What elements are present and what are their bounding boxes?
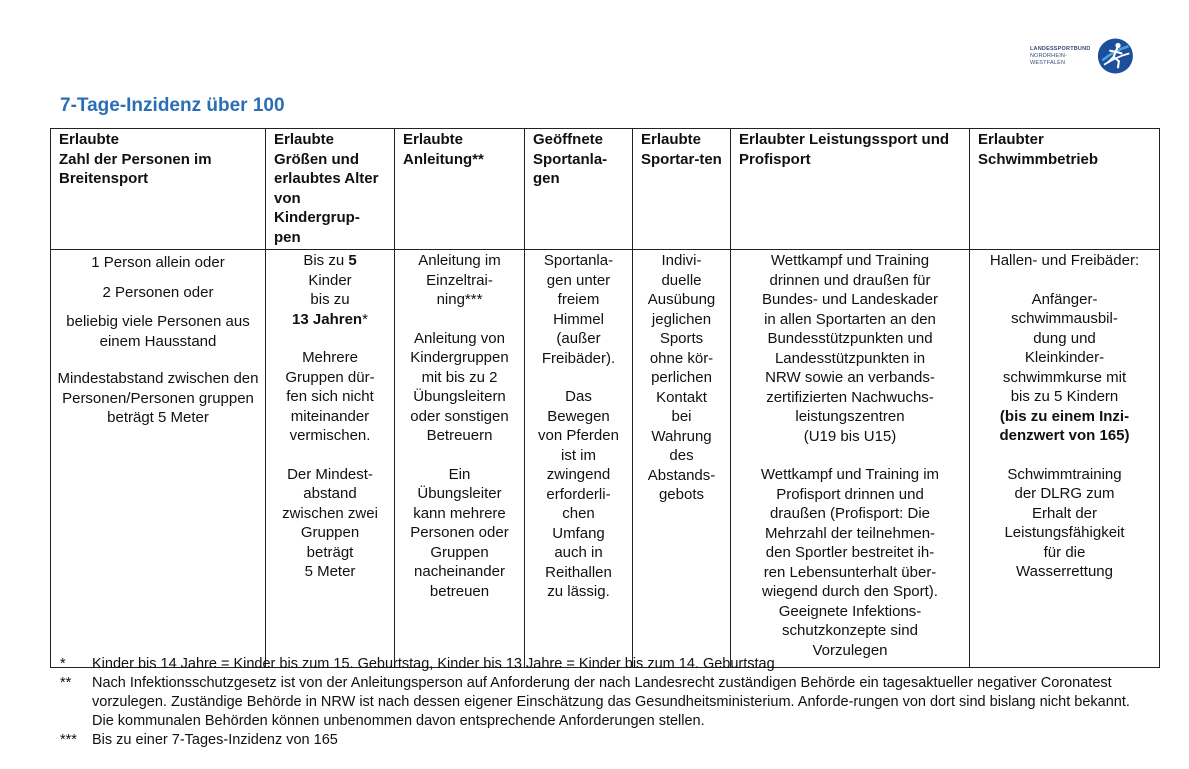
runner-globe-icon bbox=[1097, 35, 1134, 77]
text: 2 Personen oder bbox=[102, 283, 214, 301]
text: Sportanla- gen unter freiem Himmel (außer Freibäder). bbox=[541, 252, 616, 367]
text: Ein Übungsleiter kann mehrere Personen oder Gruppen nacheinander betreuen bbox=[410, 465, 509, 600]
cell-kindergruppen bbox=[266, 250, 395, 668]
text: Mehrere Gruppen dür- fen sich nicht miteinander vermischen. bbox=[285, 349, 375, 444]
header-leistungssport: Erlaubter Leistungssport und Profisport bbox=[731, 129, 970, 250]
header-sportarten: Erlaubte Sportar-ten bbox=[633, 129, 731, 250]
footnote bbox=[60, 674, 1150, 731]
text: Der Mindest- abstand zwischen zwei Gruppen beträgt 5 Meter bbox=[282, 465, 378, 580]
footnote-mark: ** bbox=[60, 675, 72, 691]
footnote-text: Bis zu einer 7-Tages-Inzidenz von 165 bbox=[92, 732, 338, 748]
logo-line1: LANDESSPORTBUND bbox=[1030, 45, 1091, 52]
logo-line2: NORDRHEIN-WESTFALEN bbox=[1030, 52, 1068, 66]
header-sportanlagen: Geöffnete Sportanla-gen bbox=[525, 129, 633, 250]
text: Hallen- und Freibäder: bbox=[989, 252, 1140, 269]
cell-schwimmbetrieb bbox=[970, 250, 1160, 668]
text: Indivi- duelle Ausübung jeglichen Sports ohne kör- perlichen Kontakt bei Wahrung des Abstands- gebots bbox=[647, 252, 716, 503]
rules-table bbox=[50, 128, 1160, 668]
text: Anleitung im Einzeltrai- ning*** bbox=[418, 252, 501, 308]
footnote-text: Kinder bis 14 Jahre = Kinder bis zum 15. Geburtstag, Kinder bis 13 Jahre = Kinder bis zum 14. Geburtstag bbox=[92, 656, 775, 672]
text: Kinder bis zu bbox=[308, 271, 352, 308]
cell-sportanlagen bbox=[525, 250, 633, 668]
footnote bbox=[60, 655, 1150, 674]
text: 13 Jahren* bbox=[292, 310, 368, 328]
cell-leistungssport bbox=[731, 250, 970, 668]
landessportbund-logo bbox=[1030, 34, 1134, 78]
text: Anfänger- schwimmausbil- dung und Kleinkinder- schwimmkurse mit bis zu 5 Kindern bbox=[1002, 290, 1127, 405]
footnotes bbox=[60, 655, 1150, 750]
header-kindergruppen: Erlaubte Größen und erlaubtes Alter von Kindergrup-pen bbox=[266, 129, 395, 250]
table-header-row bbox=[51, 129, 1160, 250]
text: Wettkampf und Training im Profisport drinnen und draußen (Profisport: Die Mehrzahl der teilnehmen- den Sportler bestreitet ih- ren Lebensunterhalt über- wiegend durch den Sport). Geeignete Infektions- schutzkonzepte sind Vorzulegen bbox=[760, 466, 940, 659]
header-anleitung: Erlaubte Anleitung** bbox=[395, 129, 525, 250]
logo-text bbox=[1030, 46, 1093, 67]
text: 1 Person allein oder bbox=[91, 254, 225, 271]
text: beliebig viele Personen aus einem Hausstand bbox=[66, 313, 250, 350]
page-title: 7-Tage-Inzidenz über 100 bbox=[60, 95, 285, 116]
header-personen: Erlaubte Zahl der Personen im Breitensport bbox=[51, 129, 266, 250]
cell-sportarten bbox=[633, 250, 731, 668]
text: Anleitung von Kindergruppen mit bis zu 2 Übungsleitern oder sonstigen Betreuern bbox=[410, 329, 509, 444]
text: (bis zu einem Inzi- denzwert von 165) bbox=[999, 407, 1130, 444]
cell-personen bbox=[51, 250, 266, 668]
table-row bbox=[51, 250, 1160, 668]
footnote bbox=[60, 731, 1150, 750]
text: Mindestabstand zwischen den Personen/Personen gruppen beträgt 5 Meter bbox=[57, 370, 259, 426]
text: Bis zu 5 bbox=[303, 252, 357, 269]
footnote-mark: *** bbox=[60, 732, 77, 748]
footnote-text: Nach Infektionsschutzgesetz ist von der Anleitungsperson auf Anforderung der nach Landesrecht zuständigen Behörde ein tagesaktueller negativer Coronatest vorzulegen. Zuständige Behörde in NRW ist nach dessen eigener Einschätzung das Gesundheitsministerium. Anforde-rungen von dort sind bislang nicht bekannt. Die kommunalen Behörden können unbenommen davon entsprechende Anforderungen stellen. bbox=[92, 675, 1130, 729]
header-schwimmbetrieb: Erlaubter Schwimmbetrieb bbox=[970, 129, 1160, 250]
text: Wettkampf und Training drinnen und draußen für Bundes- und Landeskader in allen Sportarten an den Bundesstützpunkten und Landesstützpunkten in NRW sowie an verbands- zertifizierten Nachwuchs- leistungszentren (U19 bis U15) bbox=[762, 252, 938, 445]
cell-anleitung bbox=[395, 250, 525, 668]
text: Schwimmtraining der DLRG zum Erhalt der Leistungsfähigkeit für die Wasserrettung bbox=[1004, 465, 1125, 580]
text: Das Bewegen von Pferden ist im zwingend erforderli- chen Umfang auch in Reithallen zu lässig. bbox=[538, 388, 619, 600]
footnote-mark: * bbox=[60, 656, 66, 672]
